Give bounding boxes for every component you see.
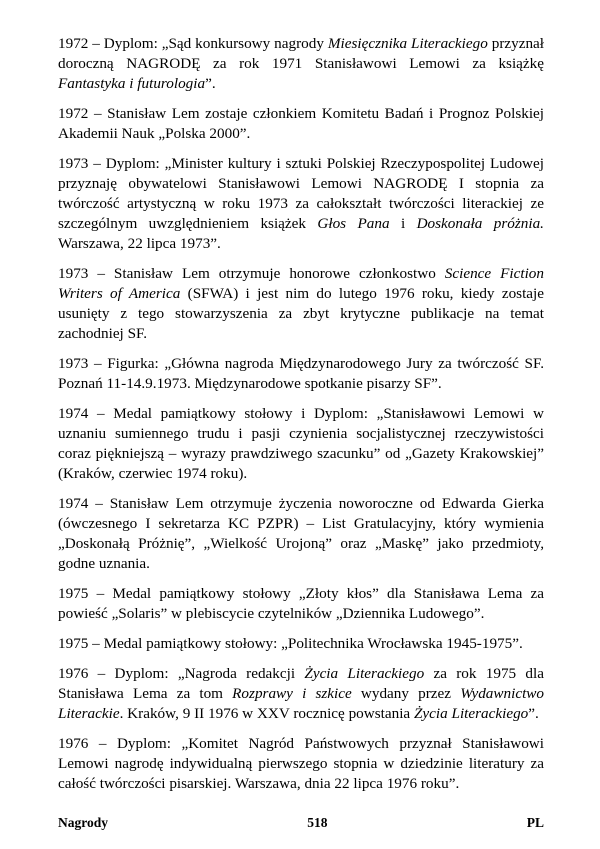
italic-title: Rozprawy i szkice: [232, 685, 352, 702]
page-footer: [58, 815, 544, 831]
italic-title: Życia Literackiego: [304, 665, 425, 682]
entry-text: 1974 – Medal pamiątkowy stołowy i Dyplom: „Stanisławowi Lemowi w uznaniu sumiennego trudu i pasji czynienia socjalistycznej rzeczywistości coraz piękniejszą – wyrazy prawdziwego szacunku” od „Gazety Krakowskiej” (Kraków, czerwiec 1974 roku).: [58, 405, 544, 482]
entry-text: (SFWA) i jest nim do lutego 1976 roku, kiedy zostaje usunięty z tego stowarzyszenia za zbyt krytyczne publikacje na temat zachodniej SF.: [58, 285, 544, 342]
entry-text: 1972 – Dyplom: „Sąd konkursowy nagrody: [58, 35, 328, 52]
award-chronology: [58, 34, 544, 804]
italic-title: Science Fiction Writers of America: [58, 265, 544, 302]
italic-title: Wydawnictwo Literackie: [58, 685, 545, 722]
entry-text: 1973 – Stanisław Lem otrzymuje honorowe członkostwo: [58, 265, 445, 282]
entry-paragraph: [58, 354, 544, 394]
italic-title: Życia Literackiego: [413, 705, 529, 722]
entry-text: wydany przez: [351, 685, 461, 702]
italic-title: Głos Pana: [317, 215, 390, 232]
entry-text: za rok 1975 dla Stanisława Lema za tom: [58, 665, 544, 702]
entry-text: 1975 – Medal pamiątkowy stołowy „Złoty kłos” dla Stanisława Lema za powieść „Solaris” w plebiscycie czytelników „Dziennika Ludowego”.: [58, 585, 544, 622]
entry-text: i: [389, 215, 417, 232]
footer-page-number: 518: [307, 815, 328, 830]
entry-paragraph: [58, 264, 544, 344]
entry-paragraph: [58, 34, 544, 94]
italic-title: Miesięcznika Literackiego: [327, 35, 488, 52]
entry-text: ”.: [528, 705, 539, 722]
entry-text: Warszawa, 22 lipca 1973”.: [58, 235, 221, 252]
entry-paragraph: [58, 104, 544, 144]
entry-paragraph: [58, 494, 544, 574]
italic-title: Fantastyka i futurologia: [58, 75, 206, 92]
footer-section-title: Nagrody: [58, 815, 109, 830]
entry-text: 1975 – Medal pamiątkowy stołowy: „Politechnika Wrocławska 1945-1975”.: [58, 635, 523, 652]
entry-text: ”.: [205, 75, 216, 92]
entry-paragraph: [58, 734, 544, 794]
entry-text: 1973 – Figurka: „Główna nagroda Międzynarodowego Jury za twórczość SF. Poznań 11-14.9.1973. Międzynarodowe spotkanie pisarzy SF”.: [58, 355, 544, 392]
entry-paragraph: [58, 404, 544, 484]
italic-title: Doskonała próżnia.: [416, 215, 544, 232]
entry-text: 1976 – Dyplom: „Nagroda redakcji: [58, 665, 305, 682]
footer-language: PL: [526, 815, 544, 830]
entry-paragraph: [58, 584, 544, 624]
entry-paragraph: [58, 154, 544, 254]
entry-paragraph: [58, 634, 544, 654]
entry-text: 1974 – Stanisław Lem otrzymuje życzenia noworoczne od Edwarda Gierka (ówczesnego I sekretarza KC PZPR) – List Gratulacyjny, który wymienia „Doskonałą Próżnię”, „Wielkość Urojoną” oraz „Maskę” jako przedmioty, godne uznania.: [58, 495, 544, 572]
entry-text: przyznał doroczną NAGRODĘ za rok 1971 Stanisławowi Lemowi za książkę: [58, 35, 545, 72]
entry-text: . Kraków, 9 II 1976 w XXV rocznicę powstania: [119, 705, 414, 722]
entry-text: 1972 – Stanisław Lem zostaje członkiem Komitetu Badań i Prognoz Polskiej Akademii Nauk „Polska 2000”.: [58, 105, 544, 142]
entry-paragraph: [58, 664, 544, 724]
entry-text: 1973 – Dyplom: „Minister kultury i sztuki Polskiej Rzeczypospolitej Ludowej przyznaję obywatelowi Stanisławowi Lemowi NAGRODĘ I stopnia za twórczość artystyczną w roku 1973 za całokształt twórczości literackiej ze szczególnym uwzględnieniem książek: [58, 155, 544, 232]
entry-text: 1976 – Dyplom: „Komitet Nagród Państwowych przyznał Stanisławowi Lemowi nagrodę indywidualną pierwszego stopnia w dziedzinie literatury za całość twórczości pisarskiej. Warszawa, dnia 22 lipca 1976 roku”.: [58, 735, 544, 792]
